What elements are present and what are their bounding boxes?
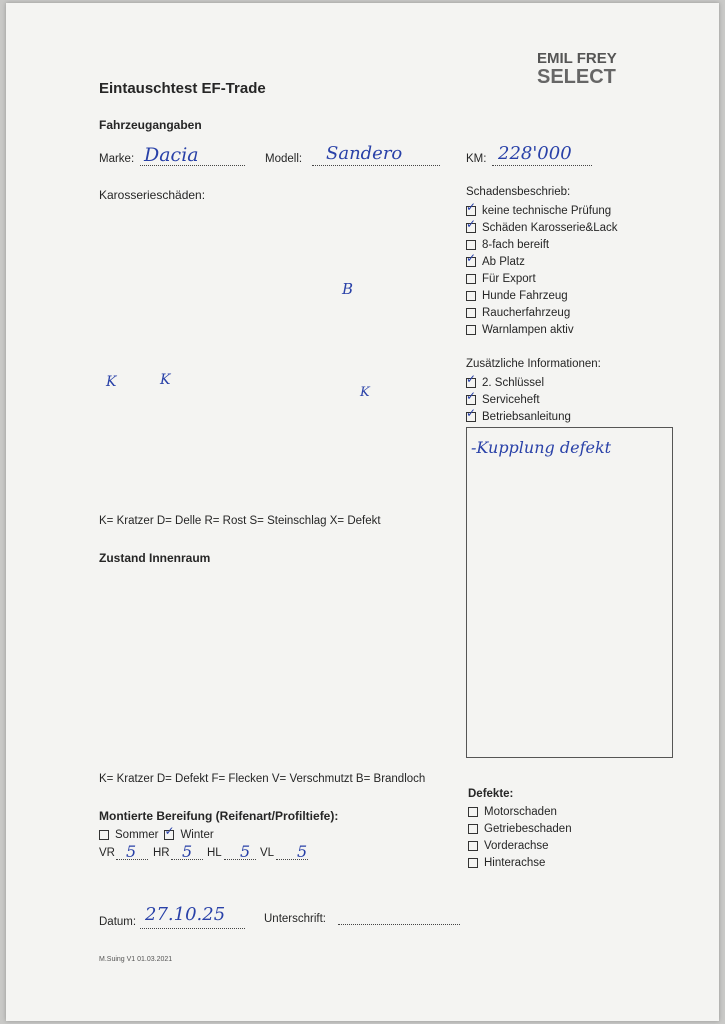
additional-info-label: Zusätzliche Informationen: bbox=[466, 358, 601, 370]
checkbox[interactable] bbox=[466, 223, 476, 233]
tire-type-row: Sommer ✓ Winter bbox=[99, 829, 214, 841]
hr-label: HR bbox=[153, 847, 170, 859]
version-text: M.Suing V1 01.03.2021 bbox=[99, 956, 173, 963]
damage-mark[interactable]: K bbox=[360, 385, 370, 400]
marke-label: Marke: bbox=[99, 153, 135, 165]
checkbox[interactable] bbox=[468, 858, 478, 868]
notes-text: -Kupplung defekt bbox=[471, 438, 612, 457]
sommer-checkbox[interactable] bbox=[99, 830, 109, 840]
marke-value[interactable]: Dacia bbox=[144, 144, 199, 166]
checkbox[interactable] bbox=[466, 325, 476, 335]
vr-label: VR bbox=[99, 847, 115, 859]
checkbox[interactable] bbox=[466, 206, 476, 216]
datum-value[interactable]: 27.10.25 bbox=[145, 904, 226, 925]
checkbox-row[interactable]: 8-fach bereift bbox=[466, 236, 618, 253]
notes-box[interactable] bbox=[466, 427, 673, 758]
damage-mark[interactable]: B bbox=[342, 280, 354, 298]
body-damage-legend: K= Kratzer D= Delle R= Rost S= Steinschlag X= Defekt bbox=[99, 515, 381, 527]
hr-value[interactable]: 5 bbox=[182, 842, 193, 861]
hl-value[interactable]: 5 bbox=[240, 842, 251, 861]
vl-value[interactable]: 5 bbox=[297, 842, 308, 861]
checkbox[interactable] bbox=[468, 824, 478, 834]
unterschrift-label: Unterschrift: bbox=[264, 913, 326, 925]
vehicle-section-label: Fahrzeugangaben bbox=[99, 118, 202, 132]
checkbox-row[interactable]: Warnlampen aktiv bbox=[466, 321, 618, 338]
checkbox-row[interactable]: Hunde Fahrzeug bbox=[466, 287, 618, 304]
modell-value[interactable]: Sandero bbox=[326, 143, 403, 164]
modell-label: Modell: bbox=[265, 153, 303, 165]
checkbox-row[interactable]: Vorderachse bbox=[468, 837, 572, 854]
checkbox-row[interactable]: Motorschaden bbox=[468, 803, 572, 820]
hl-label: HL bbox=[207, 847, 222, 859]
logo-line2: SELECT bbox=[537, 66, 616, 88]
checkbox-row[interactable]: ✓ Ab Platz bbox=[466, 253, 618, 270]
checkbox[interactable] bbox=[468, 841, 478, 851]
checkbox-row[interactable]: ✓ Schäden Karosserie&Lack bbox=[466, 219, 618, 236]
checkbox[interactable] bbox=[466, 378, 476, 388]
checkbox[interactable] bbox=[468, 807, 478, 817]
checkbox-row[interactable]: Für Export bbox=[466, 270, 618, 287]
checkbox[interactable] bbox=[466, 395, 476, 405]
tires-label: Montierte Bereifung (Reifenart/Profiltiefe): bbox=[99, 809, 339, 823]
checkbox-row[interactable]: Getriebeschaden bbox=[468, 820, 572, 837]
damage-mark[interactable]: K bbox=[106, 374, 117, 390]
interior-legend: K= Kratzer D= Defekt F= Flecken V= Verschmutzt B= Brandloch bbox=[99, 773, 426, 785]
body-damage-label: Karosserieschäden: bbox=[99, 188, 206, 202]
checkbox[interactable] bbox=[466, 274, 476, 284]
datum-label: Datum: bbox=[99, 916, 137, 928]
checkbox-row[interactable]: ✓ Betriebsanleitung bbox=[466, 408, 571, 425]
damage-mark[interactable]: K bbox=[160, 372, 171, 388]
checkbox-row[interactable]: Hinterachse bbox=[468, 854, 572, 871]
interior-section-label: Zustand Innenraum bbox=[99, 551, 211, 565]
vr-value[interactable]: 5 bbox=[126, 842, 137, 861]
checkbox-row[interactable]: ✓ 2. Schlüssel bbox=[466, 374, 571, 391]
checkbox[interactable] bbox=[466, 308, 476, 318]
checkbox[interactable] bbox=[466, 291, 476, 301]
checkbox-row[interactable]: Raucherfahrzeug bbox=[466, 304, 618, 321]
km-value[interactable]: 228'000 bbox=[498, 143, 572, 164]
checkbox-row[interactable]: ✓ Serviceheft bbox=[466, 391, 571, 408]
logo-line1: EMIL FREY bbox=[537, 50, 617, 67]
checkbox[interactable] bbox=[466, 240, 476, 250]
vl-label: VL bbox=[260, 847, 275, 859]
checkbox[interactable] bbox=[466, 257, 476, 267]
damage-description-label: Schadensbeschrieb: bbox=[466, 186, 571, 198]
form-title: Eintauschtest EF-Trade bbox=[99, 80, 266, 97]
winter-checkbox[interactable] bbox=[164, 830, 174, 840]
checkbox-row[interactable]: ✓ keine technische Prüfung bbox=[466, 202, 618, 219]
logo-badge-text: Emil Frey bbox=[482, 65, 519, 74]
defects-label: Defekte: bbox=[468, 788, 514, 800]
km-label: KM: bbox=[466, 153, 487, 165]
checkbox[interactable] bbox=[466, 412, 476, 422]
